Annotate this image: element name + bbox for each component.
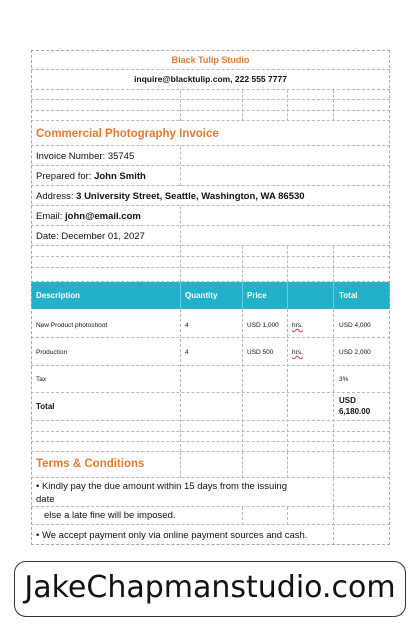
email-label: Email: [36, 211, 63, 222]
prepared-for-label: Prepared for: [36, 171, 92, 182]
row-1-price: USD 1,000 [247, 322, 279, 329]
grid-col [180, 282, 181, 309]
column-header-description: Description [36, 291, 81, 300]
grid-col [242, 90, 243, 121]
terms-line-1b: date [36, 494, 55, 505]
grid-col [333, 309, 334, 452]
grid-col [333, 246, 334, 282]
contact-info: inquire@blacktulip.com, 222 555 7777 [134, 74, 287, 84]
invoice-title: Commercial Photography Invoice [36, 128, 219, 140]
grid-col [287, 246, 288, 282]
invoice-number [36, 151, 134, 162]
grid-col [287, 309, 288, 452]
invoice-sheet [31, 50, 390, 545]
grid-col [180, 309, 181, 452]
grid-col [333, 282, 334, 309]
row-3-total: 3% [339, 376, 349, 383]
grid-col [333, 452, 334, 478]
grid-row [31, 257, 390, 268]
row-1-total: USD 4,000 [339, 322, 371, 329]
grid-col [287, 90, 288, 121]
grid-col [287, 507, 288, 525]
date-label: Date: [36, 231, 59, 242]
row-3-description: Tax [36, 376, 47, 383]
terms-line-3: • We accept payment only via online payment sources and cash. [36, 530, 308, 541]
row-2-quantity: 4 [185, 349, 189, 356]
grid-row [31, 111, 390, 121]
row-2-total: USD 2,000 [339, 349, 371, 356]
invoice-number-label: Invoice Number: [36, 151, 106, 162]
grid-col [287, 452, 288, 478]
terms-line-2: else a late fine will be imposed. [44, 510, 176, 521]
row-1-description: New Product photoshoot [36, 322, 108, 329]
row-1-unit: hrs. [292, 322, 303, 329]
invoice-number-value: 35745 [107, 151, 135, 162]
address [36, 191, 305, 202]
address-value: 3 University Street, Seattle, Washington, WA 86530 [76, 191, 305, 202]
row-2-price: USD 500 [247, 349, 274, 356]
row-2-unit: hrs. [292, 349, 303, 356]
grid-row [31, 393, 390, 421]
prepared-for-value: John Smith [94, 171, 146, 182]
grid-row [31, 366, 390, 393]
grid-col [242, 507, 243, 525]
column-header-total: Total [339, 291, 358, 300]
date [36, 231, 145, 242]
grid-row [31, 90, 390, 100]
grid-col [242, 309, 243, 452]
grid-col [333, 507, 334, 545]
grid-col [242, 246, 243, 282]
email-value: john@email.com [65, 211, 141, 222]
terms-title: Terms & Conditions [36, 458, 145, 470]
column-header-quantity: Quantity [185, 291, 218, 300]
grid-col [180, 206, 181, 282]
grid-row [31, 100, 390, 111]
grid-row [31, 246, 390, 257]
total-value-currency: USD [339, 396, 356, 405]
grid-col [180, 90, 181, 121]
brand-banner [14, 561, 406, 617]
grid-col [333, 478, 334, 507]
date-value: December 01, 2027 [61, 231, 145, 242]
brand-text: JakeChapmanstudio.com [24, 570, 396, 605]
prepared-for [36, 171, 146, 182]
row-2-description: Production [36, 349, 68, 356]
grid-row [31, 442, 390, 452]
terms-line-1: • Kindly pay the due amount within 15 days from the issuing [36, 481, 287, 492]
grid-col [242, 452, 243, 478]
row-1-quantity: 4 [185, 322, 189, 329]
grid-row [31, 421, 390, 432]
grid-row [31, 268, 390, 282]
total-value-amount: 6,180.00 [339, 407, 371, 416]
grid-col [287, 282, 288, 309]
grid-col [180, 146, 181, 186]
total-label: Total [36, 402, 55, 411]
email [36, 211, 141, 222]
column-header-price: Price [247, 291, 267, 300]
grid-col [180, 452, 181, 478]
studio-name: Black Tulip Studio [171, 55, 250, 65]
grid-row [31, 338, 390, 366]
grid-col [242, 282, 243, 309]
grid-row [31, 432, 390, 442]
address-label: Address: [36, 191, 74, 202]
grid-col [333, 90, 334, 121]
